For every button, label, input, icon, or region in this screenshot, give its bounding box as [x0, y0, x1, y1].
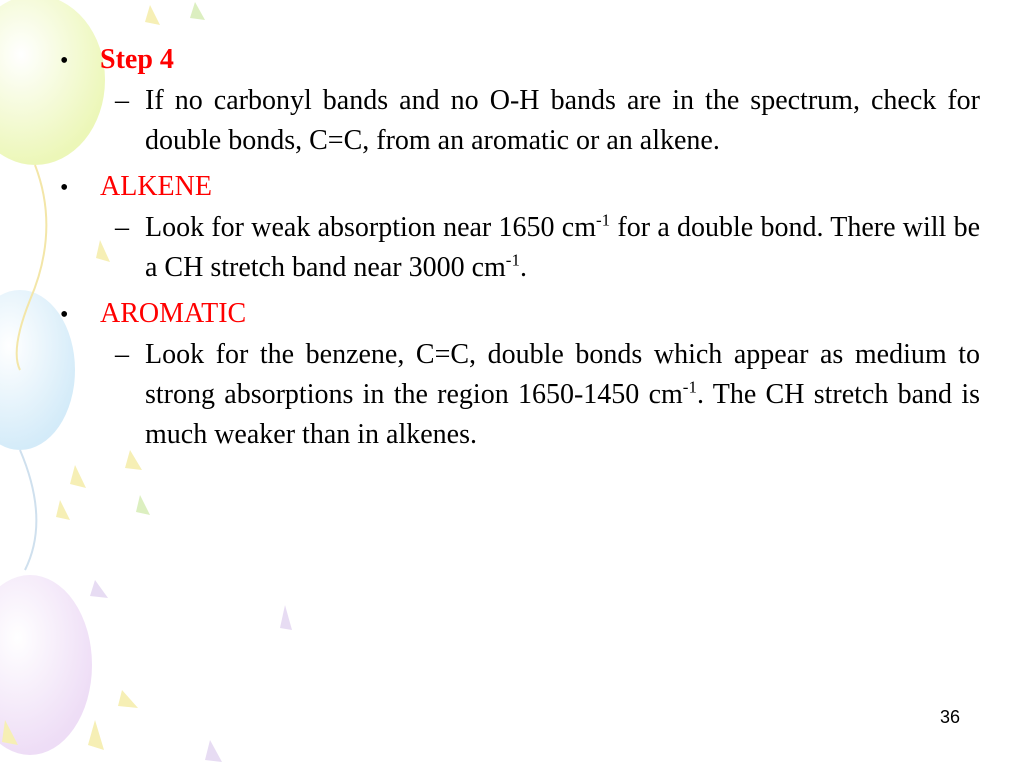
bullet-aromatic [60, 294, 980, 335]
bullet-marker: • [60, 175, 69, 201]
aromatic-heading: AROMATIC [100, 298, 247, 329]
bullet-step-4 [60, 40, 980, 81]
slide-content [60, 40, 980, 461]
step-4-text: If no carbonyl bands and no O-H bands are in the spectrum, check for double bonds, C=C, from an aromatic or an alkene. [145, 85, 980, 156]
sub-bullet-step-4 [115, 81, 980, 161]
bullet-marker: • [60, 48, 69, 74]
alkene-text: Look for weak absorption near 1650 $cm^{-1}$ for a double bond. There will be a CH stretch band near 3000 $cm^{-1}$. [145, 210, 981, 283]
purple-balloon [0, 575, 92, 755]
aromatic-text: Look for the benzene, C=C, double bonds which appear as medium to strong absorptions in the region 1650-1450 $cm^{-1}$. The CH stretch band is much weaker than in alkenes. [145, 339, 980, 450]
bullet-alkene [60, 167, 980, 208]
page-number: 36 [939, 707, 960, 727]
bullet-marker: • [60, 302, 69, 328]
sub-bullet-alkene [115, 208, 980, 288]
dash-marker: – [115, 85, 129, 116]
dash-marker: – [115, 339, 129, 370]
step-4-heading: Step 4 [100, 44, 174, 75]
sub-bullet-aromatic [115, 335, 980, 455]
dash-marker: – [115, 212, 129, 243]
alkene-heading: ALKENE [100, 171, 212, 202]
